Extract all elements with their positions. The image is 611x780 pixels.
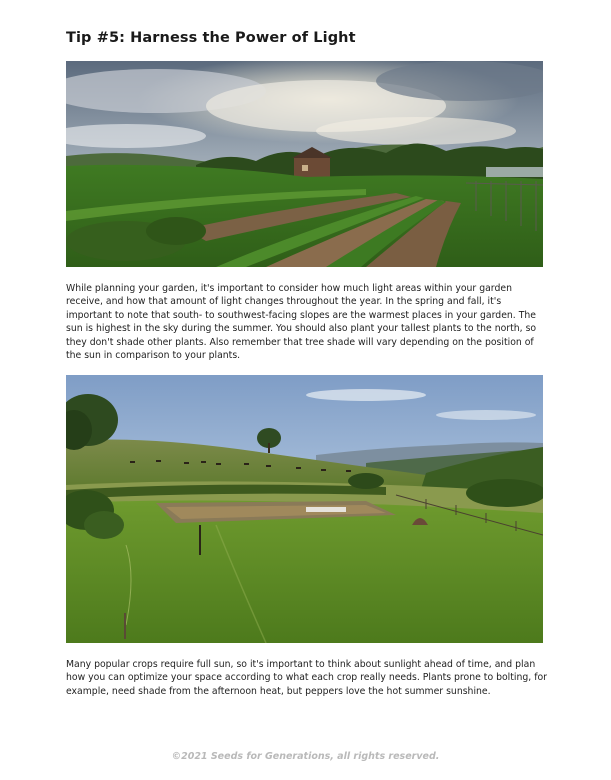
paragraph-light-planning: While planning your garden, it's important to consider how much light areas within your garden receive, and how that amount of light changes throughout the year. In the spring and fall, it's important to note that south- to southwest-facing slopes are the warmest places in your garden. The sun is highest in the sky during the summer. You should also plant your tallest plants to the north, so they don't shade other plants. Also remember that tree shade will vary depending on the position of the sun in comparison to your plants.	[66, 283, 537, 362]
page-title: Tip #5: Harness the Power of Light	[66, 30, 356, 46]
paragraph-full-sun: Many popular crops require full sun, so it's important to think about sunlight ahead of time, and plan how you can optimize your space according to what each crop really needs. Plants prone to bolting, for example, need shade from the afternoon heat, but peppers love the hot summer sunshine.	[66, 659, 547, 697]
garden-rows-photo	[66, 61, 543, 267]
copyright-footer: ©2021 Seeds for Generations, all rights reserved.	[171, 751, 440, 762]
pasture-garden-photo	[66, 375, 543, 643]
